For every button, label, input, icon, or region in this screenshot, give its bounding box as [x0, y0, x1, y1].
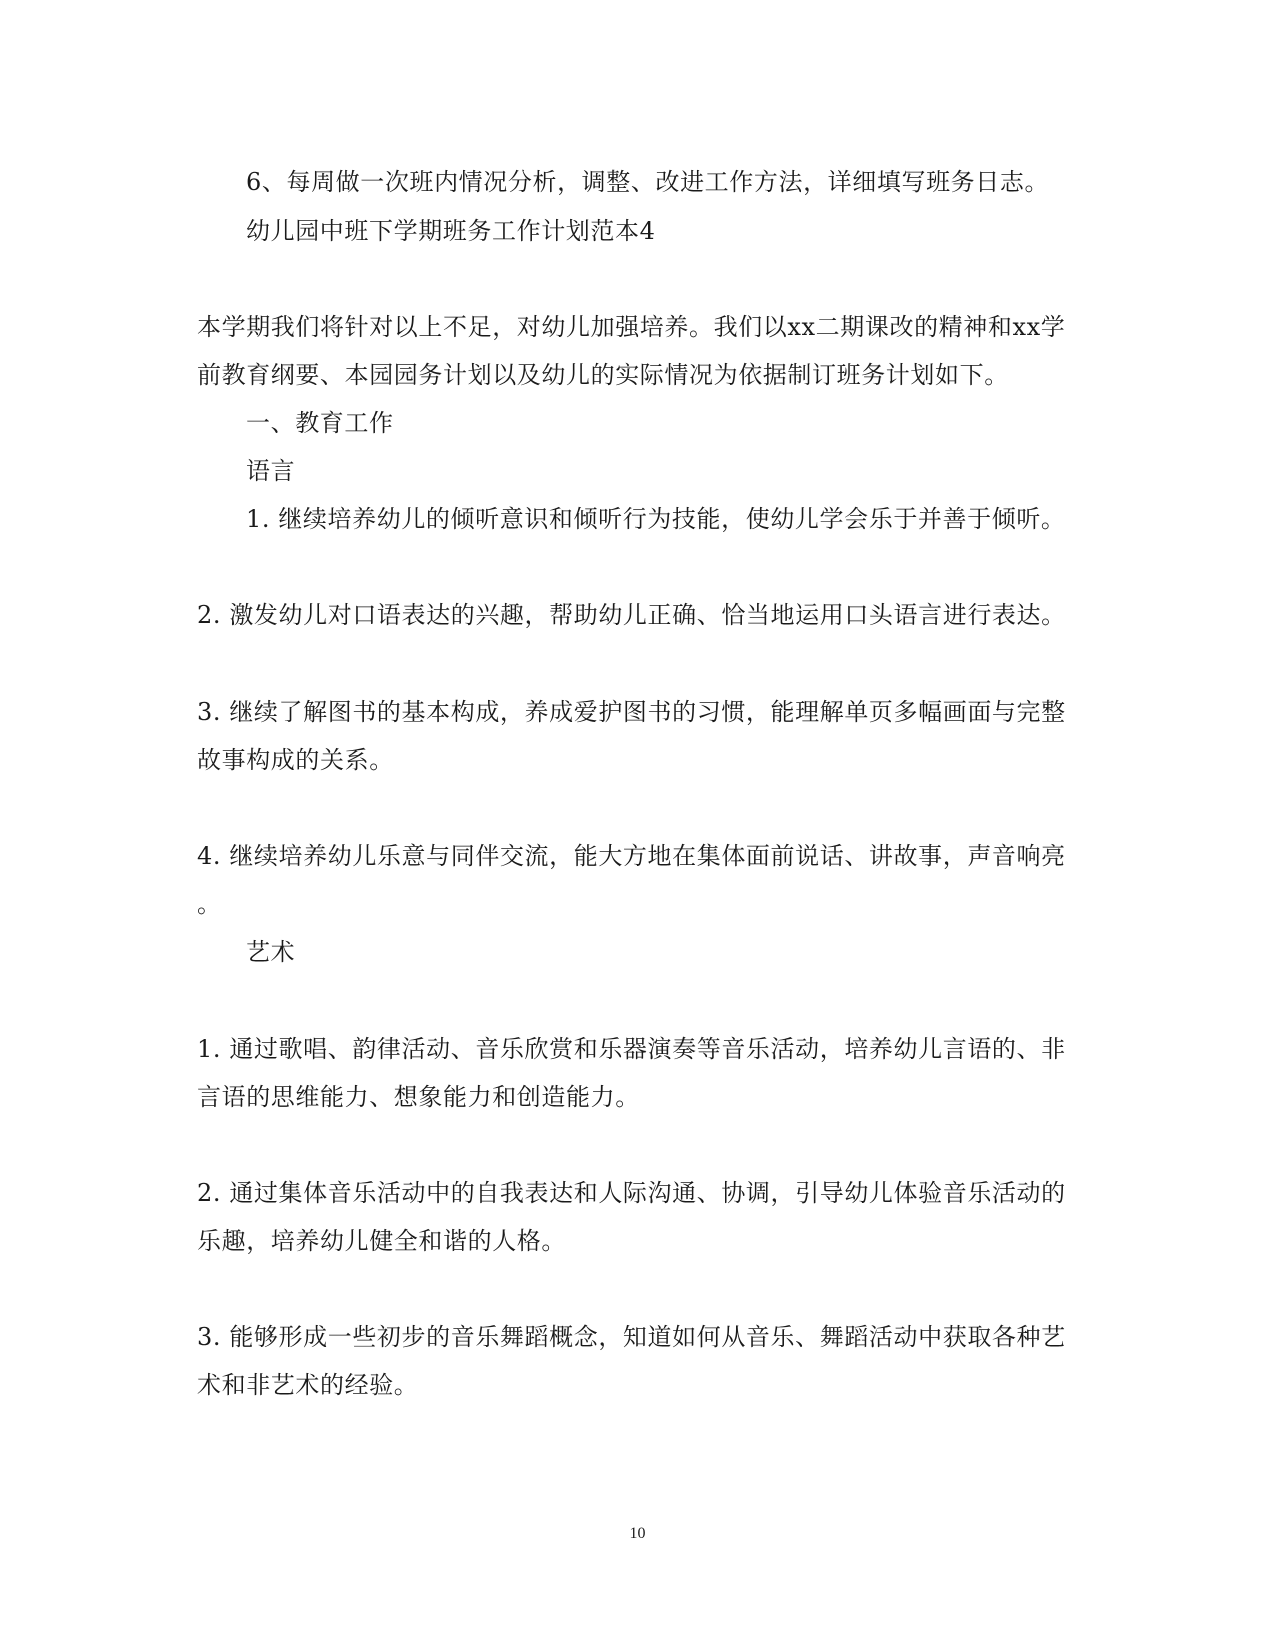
intro-paragraph-line-2: 前教育纲要、本园园务计划以及幼儿的实际情况为依据制订班务计划如下。 — [197, 361, 1009, 389]
language-item-2: 2. 激发幼儿对口语表达的兴趣，帮助幼儿正确、恰当地运用口头语言进行表达。 — [197, 601, 1066, 629]
art-item-3-line-2: 术和非艺术的经验。 — [197, 1371, 419, 1399]
subheading-language: 语言 — [246, 457, 296, 485]
subheading-art: 艺术 — [246, 938, 296, 966]
language-item-4-line-2: 。 — [197, 890, 222, 918]
section-title: 幼儿园中班下学期班务工作计划范本4 — [246, 217, 656, 245]
language-item-3-line-1: 3. 继续了解图书的基本构成，养成爱护图书的习惯，能理解单页多幅画面与完整 — [197, 698, 1066, 726]
art-item-2-line-1: 2. 通过集体音乐活动中的自我表达和人际沟通、协调，引导幼儿体验音乐活动的 — [197, 1179, 1066, 1207]
art-item-2-line-2: 乐趣，培养幼儿健全和谐的人格。 — [197, 1227, 566, 1255]
language-item-3-line-2: 故事构成的关系。 — [197, 746, 394, 774]
language-item-4-line-1: 4. 继续培养幼儿乐意与同伴交流，能大方地在集体面前说话、讲故事，声音响亮 — [197, 842, 1066, 870]
art-item-1-line-2: 言语的思维能力、想象能力和创造能力。 — [197, 1083, 640, 1111]
art-item-3-line-1: 3. 能够形成一些初步的音乐舞蹈概念，知道如何从音乐、舞蹈活动中获取各种艺 — [197, 1323, 1066, 1351]
intro-paragraph-line-1: 本学期我们将针对以上不足，对幼儿加强培养。我们以xx二期课改的精神和xx学 — [197, 313, 1066, 341]
heading-education-work: 一、教育工作 — [246, 409, 394, 437]
art-item-1-line-1: 1. 通过歌唱、韵律活动、音乐欣赏和乐器演奏等音乐活动，培养幼儿言语的、非 — [197, 1035, 1066, 1063]
page-number: 10 — [629, 1525, 646, 1542]
list-item-6: 6、每周做一次班内情况分析，调整、改进工作方法，详细填写班务日志。 — [246, 168, 1050, 196]
language-item-1: 1. 继续培养幼儿的倾听意识和倾听行为技能，使幼儿学会乐于并善于倾听。 — [246, 505, 1066, 533]
